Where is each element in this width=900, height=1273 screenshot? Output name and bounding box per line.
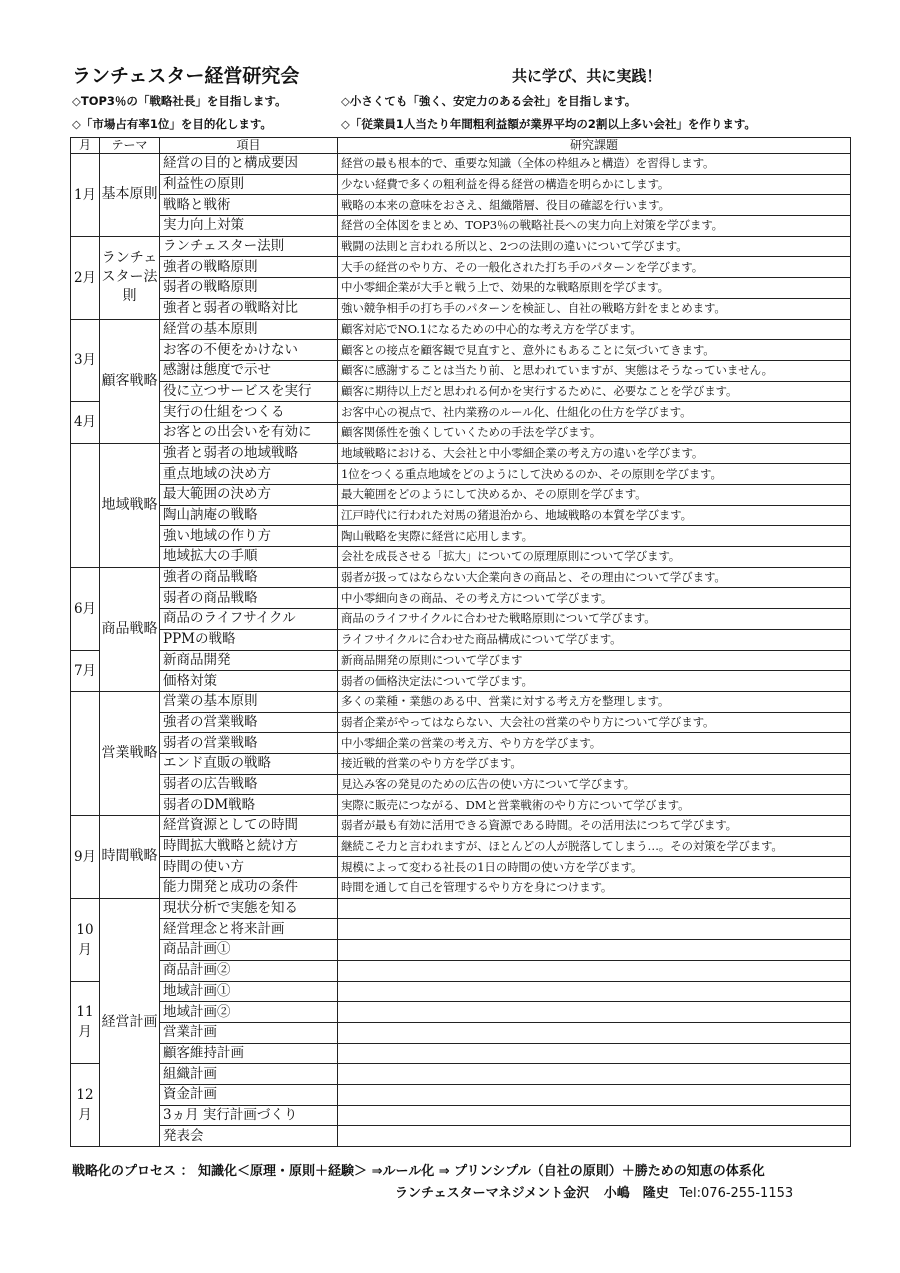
topic-cell: 実行の仕組をつくる <box>160 402 338 423</box>
research-cell: 経営の全体図をまとめ、TOP3％の戦略社長への実力向上対策を学びます。 <box>338 216 851 237</box>
topic-cell: 地域計画② <box>160 1002 338 1023</box>
research-cell <box>338 1022 851 1043</box>
theme-cell: 営業戦略 <box>100 691 160 815</box>
process-statement: 戦略化のプロセス ： 知識化＜原理・原則＋経験＞ ⇒ルール化 ⇒ プリンシプル（自社の原則）＋勝ための知恵の体系化 <box>72 1164 765 1179</box>
topic-cell: 弱者の広告戦略 <box>160 774 338 795</box>
topic-cell: 新商品開発 <box>160 650 338 671</box>
research-cell: 強い競争相手の打ち手のパターンを検証し、自社の戦略方針をまとめます。 <box>338 298 851 319</box>
topic-cell: 弱者のDM戦略 <box>160 795 338 816</box>
table-row <box>71 878 851 899</box>
header-month: 月 <box>71 138 100 154</box>
research-cell <box>338 940 851 961</box>
month-cell: 9月 <box>71 816 100 899</box>
research-cell: 多くの業種・業態のある中、営業に対する考え方を整理します。 <box>338 691 851 712</box>
theme-cell: 基本原則 <box>100 154 160 237</box>
research-cell: 1位をつくる重点地域をどのようにして決めるのか、その原則を学びます。 <box>338 464 851 485</box>
research-cell: お客中心の視点で、社内業務のルール化、仕組化の仕方を学びます。 <box>338 402 851 423</box>
topic-cell: 強者と弱者の戦略対比 <box>160 298 338 319</box>
topic-cell: PPMの戦略 <box>160 629 338 650</box>
table-row <box>71 526 851 547</box>
theme-cell: 商品戦略 <box>100 567 160 691</box>
page-title: ランチェスター経営研究会 <box>72 65 300 87</box>
research-cell: ライフサイクルに合わせた商品構成について学びます。 <box>338 629 851 650</box>
research-cell: 接近戦的営業のやり方を学びます。 <box>338 753 851 774</box>
header-theme: テーマ <box>100 138 160 154</box>
table-row <box>71 691 851 712</box>
theme-cell: 時間戦略 <box>100 816 160 899</box>
table-row <box>71 319 851 340</box>
table-row <box>71 1126 851 1147</box>
topic-cell: 営業計画 <box>160 1022 338 1043</box>
research-cell <box>338 919 851 940</box>
org-name: ランチェスターマネジメント金沢 <box>395 1186 590 1201</box>
footer-contact <box>395 1182 793 1201</box>
research-cell: 陶山戦略を実際に経営に応用します。 <box>338 526 851 547</box>
research-cell <box>338 981 851 1002</box>
topic-cell: 顧客維持計画 <box>160 1043 338 1064</box>
research-cell: 時間を通して自己を管理するやり方を身につけます。 <box>338 878 851 899</box>
research-cell: 江戸時代に行われた対馬の猪退治から、地域戦略の本質を学びます。 <box>338 505 851 526</box>
topic-cell: 現状分析で実態を知る <box>160 898 338 919</box>
topic-cell: 感謝は態度で示せ <box>160 360 338 381</box>
topic-cell: 弱者の戦略原則 <box>160 278 338 299</box>
table-row <box>71 381 851 402</box>
topic-cell: 資金計画 <box>160 1084 338 1105</box>
header-research: 研究課題 <box>338 138 851 154</box>
topic-cell: 経営の基本原則 <box>160 319 338 340</box>
table-row <box>71 402 851 423</box>
research-cell <box>338 898 851 919</box>
table-row <box>71 629 851 650</box>
research-cell: 中小零細企業の営業の考え方、やり方を学びます。 <box>338 733 851 754</box>
table-row <box>71 671 851 692</box>
research-cell: 顧客対応でNO.1になるための中心的な考え方を学びます。 <box>338 319 851 340</box>
table-row <box>71 836 851 857</box>
topic-cell: 強者の戦略原則 <box>160 257 338 278</box>
table-row <box>71 298 851 319</box>
month-cell: 12月 <box>71 1064 100 1147</box>
table-row <box>71 485 851 506</box>
topic-cell: 陶山訥庵の戦略 <box>160 505 338 526</box>
topic-cell: 能力開発と成功の条件 <box>160 878 338 899</box>
topic-cell: 価格対策 <box>160 671 338 692</box>
topic-cell: 弱者の営業戦略 <box>160 733 338 754</box>
research-cell: 最大範囲をどのようにして決めるか、その原則を学びます。 <box>338 485 851 506</box>
topic-cell: 経営の目的と構成要因 <box>160 154 338 175</box>
table-row <box>71 816 851 837</box>
table-row <box>71 257 851 278</box>
theme-cell: ランチェスター法則 <box>100 236 160 319</box>
topic-cell: 最大範囲の決め方 <box>160 485 338 506</box>
table-body <box>71 154 851 1147</box>
topic-cell: 地域計画① <box>160 981 338 1002</box>
table-row <box>71 567 851 588</box>
research-cell <box>338 1043 851 1064</box>
topic-cell: エンド直販の戦略 <box>160 753 338 774</box>
table-header-row <box>71 138 851 154</box>
research-cell: 弱者企業がやってはならない、大会社の営業のやり方について学びます。 <box>338 712 851 733</box>
table-row <box>71 774 851 795</box>
table-row <box>71 919 851 940</box>
table-row <box>71 1002 851 1023</box>
table-row <box>71 360 851 381</box>
research-cell: 見込み客の発見のための広告の使い方について学びます。 <box>338 774 851 795</box>
topic-cell: お客との出会いを有効に <box>160 422 338 443</box>
topic-cell: 実力向上対策 <box>160 216 338 237</box>
topic-cell: 発表会 <box>160 1126 338 1147</box>
topic-cell: 商品計画① <box>160 940 338 961</box>
topic-cell: 3ヵ月 実行計画づくり <box>160 1105 338 1126</box>
table-row <box>71 857 851 878</box>
header-topic: 項目 <box>160 138 338 154</box>
table-row <box>71 1022 851 1043</box>
topic-cell: 強者の営業戦略 <box>160 712 338 733</box>
table-row <box>71 422 851 443</box>
table-row <box>71 981 851 1002</box>
topic-cell: 組織計画 <box>160 1064 338 1085</box>
table-row <box>71 154 851 175</box>
research-cell: 顧客関係性を強くしていくための手法を学びます。 <box>338 422 851 443</box>
table-row <box>71 898 851 919</box>
table-row <box>71 795 851 816</box>
topic-cell: 時間拡大戦略と続け方 <box>160 836 338 857</box>
table-row <box>71 712 851 733</box>
research-cell: 弱者の価格決定法について学びます。 <box>338 671 851 692</box>
table-row <box>71 940 851 961</box>
month-cell: 3月 <box>71 319 100 402</box>
research-cell: 商品のライフサイクルに合わせた戦略原則について学びます。 <box>338 609 851 630</box>
theme-cell: 顧客戦略 <box>100 319 160 443</box>
research-cell: 実際に販売につながる、DMと営業戦術のやり方について学びます。 <box>338 795 851 816</box>
topic-cell: 弱者の商品戦略 <box>160 588 338 609</box>
table-row <box>71 443 851 464</box>
table-row <box>71 547 851 568</box>
topic-cell: 強者の商品戦略 <box>160 567 338 588</box>
topic-cell: 営業の基本原則 <box>160 691 338 712</box>
table-row <box>71 216 851 237</box>
month-cell: 2月 <box>71 236 100 319</box>
topic-cell: 強い地域の作り方 <box>160 526 338 547</box>
topic-cell: お客の不便をかけない <box>160 340 338 361</box>
research-cell <box>338 1084 851 1105</box>
month-cell: 6月 <box>71 567 100 650</box>
schedule-table <box>70 137 851 1147</box>
table-row <box>71 1043 851 1064</box>
topic-cell: 利益性の原則 <box>160 174 338 195</box>
goal-2: ◇小さくても「強く、安定力のある会社」を目指します。 <box>341 94 637 108</box>
table-row <box>71 1105 851 1126</box>
person-name: 小嶋 隆史 <box>603 1186 669 1201</box>
topic-cell: 戦略と戦術 <box>160 195 338 216</box>
month-cell <box>71 691 100 815</box>
topic-cell: 役に立つサービスを実行 <box>160 381 338 402</box>
goal-4: ◇「従業員1人当たり年間粗利益額が業界平均の2割以上多い会社」を作ります。 <box>341 117 756 131</box>
goal-3: ◇「市場占有率1位」を目的化します。 <box>72 117 272 131</box>
topic-cell: 経営資源としての時間 <box>160 816 338 837</box>
research-cell: 戦略の本来の意味をおさえ、組織階層、役目の確認を行います。 <box>338 195 851 216</box>
table-row <box>71 340 851 361</box>
research-cell: 規模によって変わる社長の1日の時間の使い方を学びます。 <box>338 857 851 878</box>
table-row <box>71 753 851 774</box>
research-cell <box>338 960 851 981</box>
research-cell: 弱者が扱ってはならない大企業向きの商品と、その理由について学びます。 <box>338 567 851 588</box>
topic-cell: 時間の使い方 <box>160 857 338 878</box>
research-cell: 中小零細企業が大手と戦う上で、効果的な戦略原則を学びます。 <box>338 278 851 299</box>
table-row <box>71 960 851 981</box>
research-cell: 大手の経営のやり方、その一般化された打ち手のパターンを学びます。 <box>338 257 851 278</box>
goal-1: ◇TOP3％の「戦略社長」を目指します。 <box>72 94 287 108</box>
table-row <box>71 1064 851 1085</box>
research-cell: 顧客との接点を顧客観で見直すと、意外にもあることに気づいてきます。 <box>338 340 851 361</box>
topic-cell: 地域拡大の手順 <box>160 547 338 568</box>
theme-cell: 地域戦略 <box>100 443 160 567</box>
research-cell <box>338 1064 851 1085</box>
table-row <box>71 464 851 485</box>
research-cell: 弱者が最も有効に活用できる資源である時間。その活用法につちて学びます。 <box>338 816 851 837</box>
table-row <box>71 733 851 754</box>
table-row <box>71 195 851 216</box>
table-row <box>71 588 851 609</box>
topic-cell: 経営理念と将来計画 <box>160 919 338 940</box>
research-cell: 継続こそ力と言われますが、ほとんどの人が脱落してしまう…。その対策を学びます。 <box>338 836 851 857</box>
research-cell: 戦闘の法則と言われる所以と、2つの法則の違いについて学びます。 <box>338 236 851 257</box>
month-cell: 4月 <box>71 402 100 443</box>
research-cell: 新商品開発の原則について学びます <box>338 650 851 671</box>
table-row <box>71 650 851 671</box>
slogan: 共に学び、共に実践！ <box>512 67 662 85</box>
month-cell: 7月 <box>71 650 100 691</box>
table-row <box>71 1084 851 1105</box>
table-row <box>71 174 851 195</box>
table-row <box>71 236 851 257</box>
research-cell: 中小零細向きの商品、その考え方について学びます。 <box>338 588 851 609</box>
topic-cell: 重点地域の決め方 <box>160 464 338 485</box>
topic-cell: 商品のライフサイクル <box>160 609 338 630</box>
research-cell: 少ない経費で多くの粗利益を得る経営の構造を明らかにします。 <box>338 174 851 195</box>
month-cell: 11月 <box>71 981 100 1064</box>
research-cell: 顧客に期待以上だと思われる何かを実行するために、必要なことを学びます。 <box>338 381 851 402</box>
table-row <box>71 505 851 526</box>
topic-cell: ランチェスター法則 <box>160 236 338 257</box>
table-row <box>71 278 851 299</box>
month-cell <box>71 443 100 567</box>
research-cell <box>338 1105 851 1126</box>
month-cell: 10月 <box>71 898 100 981</box>
month-cell: 1月 <box>71 154 100 237</box>
table-row <box>71 609 851 630</box>
research-cell: 地域戦略における、大会社と中小零細企業の考え方の違いを学びます。 <box>338 443 851 464</box>
research-cell: 経営の最も根本的で、重要な知識（全体の枠組みと構造）を習得します。 <box>338 154 851 175</box>
theme-cell: 経営計画 <box>100 898 160 1146</box>
topic-cell: 強者と弱者の地域戦略 <box>160 443 338 464</box>
research-cell <box>338 1126 851 1147</box>
phone-number: Tel:076-255-1153 <box>679 1186 794 1201</box>
research-cell: 顧客に感謝することは当たり前、と思われていますが、実態はそうなっていません。 <box>338 360 851 381</box>
research-cell: 会社を成長させる「拡大」についての原理原則について学びます。 <box>338 547 851 568</box>
topic-cell: 商品計画② <box>160 960 338 981</box>
research-cell <box>338 1002 851 1023</box>
